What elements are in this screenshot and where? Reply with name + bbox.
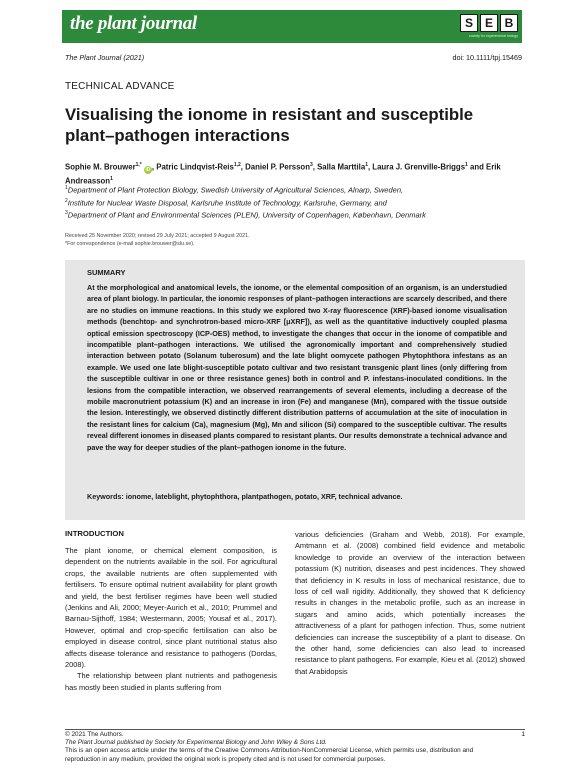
affiliation-number: 1 <box>65 185 68 191</box>
affiliation-list <box>65 183 527 221</box>
summary-heading: SUMMARY <box>87 268 126 277</box>
publisher-line: The Plant Journal published by Society for Experimental Biology and John Wiley & Sons Ltd. <box>65 739 327 747</box>
author-affiliation-mark: 1,2 <box>233 162 241 168</box>
seb-letter-s: S <box>460 14 478 32</box>
author-affiliation-mark: 1,* <box>135 162 142 168</box>
author-name[interactable]: , Salla Marttila <box>312 162 366 172</box>
seb-logo <box>460 14 518 32</box>
doi-link[interactable]: doi: 10.1111/tpj.15469 <box>452 53 522 62</box>
author-name[interactable]: , Daniel P. Persson <box>240 162 310 172</box>
affiliation-number: 2 <box>65 197 68 204</box>
affiliation-text: Institute for Nuclear Waste Disposal, Karlsruhe Institute of Technology, Karlsruhe, Germany, and <box>67 198 387 207</box>
abstract-box <box>65 260 525 520</box>
affiliation-number: 3 <box>65 210 68 216</box>
footer-divider <box>65 729 525 730</box>
author-name[interactable]: Sophie M. Brouwer <box>65 162 136 172</box>
journal-logo: the plant journal <box>70 13 197 34</box>
body-column-left <box>65 545 277 693</box>
correspondence-email[interactable]: *For correspondence (e-mail sophie.brouwer@slu.se). <box>65 241 195 247</box>
journal-banner <box>62 10 522 43</box>
author-name[interactable]: and Erik Andreasson <box>65 162 501 186</box>
page-number: 1 <box>521 731 525 738</box>
seb-letter-b: B <box>500 14 518 32</box>
license-footer <box>65 731 525 764</box>
affiliation <box>65 183 527 196</box>
article-dates <box>65 232 250 248</box>
affiliation <box>65 208 527 221</box>
copyright: © 2021 The Authors. <box>65 731 124 738</box>
affiliation-text: Department of Plant and Environmental Sciences (PLEN), University of Copenhagen, København, Denmark <box>67 210 426 220</box>
author-affiliation-mark: 3 <box>309 162 313 168</box>
article-type: TECHNICAL ADVANCE <box>65 81 175 92</box>
section-heading-introduction: INTRODUCTION <box>65 529 124 538</box>
paragraph: The plant ionome, or chemical element composition, is dependent on the nutrients available in the soil. For agricultural crops, the available nutrients are often supplemented with fertilisers. To ensure optimal nutrient availability for plant growth and yield, the best fertiliser regimes have been well studied (Jenkins and Ali, 2000; Meyer-Aurich et al., 2010; Prummel and Barnau-Sijthoff, 1984; Westermann, 2005; Yousaf et al., 2017). However, optimal and crop-specific fertilisation can also be employed in disease control, since plant nutritional status also affects disease tolerance and resistance to pathogens (Dordas, 2008). <box>65 546 277 670</box>
article-title: Visualising the ionome in resistant and susceptible plant–pathogen interactions <box>65 105 474 145</box>
author-affiliation-mark: 1 <box>110 175 113 182</box>
seb-tagline: society for experimental biology <box>468 34 518 38</box>
author-name[interactable]: , Laura J. Grenville-Briggs <box>367 162 466 172</box>
body-column-right <box>295 529 525 677</box>
paragraph: The relationship between plant nutrients and pathogenesis has mostly been studied in plants suffering from <box>65 671 277 692</box>
author-name[interactable]: , Patric Lindqvist-Reis <box>151 162 234 172</box>
license-text: This is an open access article under the terms of the Creative Commons Attribution-NonCommercial License, which permits use, distribution and reproduction in any medium, provided the original work is properly cited and is not used for commercial purposes. <box>65 747 474 763</box>
keywords: Keywords: ionome, lateblight, phytophthora, plantpathogen, potato, XRF, technical advance. <box>87 492 403 501</box>
summary-text: At the morphological and anatomical levels, the ionome, or the elemental composition of an organism, is an understudied area of plant biology. In particular, the ionomic responses of plant–pathogen interactions are scarcely described, and there are no studies on immune reactions. In this study we explored two X-ray fluorescence (XRF)-based ionome visualisation methods (benchtop- and synchrotron-based micro-XRF [μXRF]), as well as the quantitative inductively coupled plasma optical emission spectroscopy (ICP-OES) method, to investigate the changes that occur in the ionome of compatible and incompatible plant–pathogen interactions. We utilised the agronomically important and comprehensively studied interaction between potato (Solanum tuberosum) and the late blight oomycete pathogen Phytophthora infestans as an example. We used one late blight-susceptible potato cultivar and two resistant transgenic plant lines (only differing from the susceptible cultivar in one or three resistance genes) both in control and P. infestans-inoculated conditions. In the lesions from the compatible interaction, we observed rearrangements of several elements, including a decrease of the mobile macronutrient potassium (K) and an increase in iron (Fe) and manganese (Mn), compared with the tissue outside the lesion. Interestingly, we observed distinctly different distribution patterns of accumulation at the site of inoculation in the resistant lines for calcium (Ca), magnesium (Mg), Mn and silicon (Si) compared to the susceptible cultivar. The results reveal different ionomes in diseased plants compared to resistant plants. Our results demonstrate a technical advance and pave the way for deeper studies of the plant–pathogen ionome in the future. <box>87 283 507 452</box>
affiliation <box>65 196 527 209</box>
paragraph: various deficiencies (Graham and Webb, 2018). For example, Amtmann et al. (2008) combined field evidence and metabolic knowledge to provide an overview of the interaction between potassium (K) nutrition, diseases and pest incidences. They showed that deficiency in K results in loss of mechanical resistance, due to loss of cell wall rigidity. Additionally, they showed that K deficiency results in changes in the metabolic profile, such as an increase in sugars and amino acids, which potentially increases the attractiveness of a plant for pathogen infection. Thus, some nutrient deficiencies can increase the susceptibility of a plant to disease. On the other hand, some deficiencies can also lead to increased resistance to plant pathogens. For example, Kieu et al. (2012) showed that Arabidopsis <box>295 530 525 676</box>
author-affiliation-mark: 1 <box>465 162 468 168</box>
affiliation-text: Department of Plant Protection Biology, Swedish University of Agricultural Sciences, Alnarp, Sweden, <box>67 185 404 195</box>
received-dates: Received 25 November 2020; revised 29 July 2021; accepted 9 August 2021. <box>65 233 250 239</box>
journal-citation: The Plant Journal (2021) <box>65 53 145 62</box>
seb-letter-e: E <box>480 14 498 32</box>
author-affiliation-mark: 1 <box>365 162 368 168</box>
orcid-icon[interactable]: iD <box>145 166 151 173</box>
